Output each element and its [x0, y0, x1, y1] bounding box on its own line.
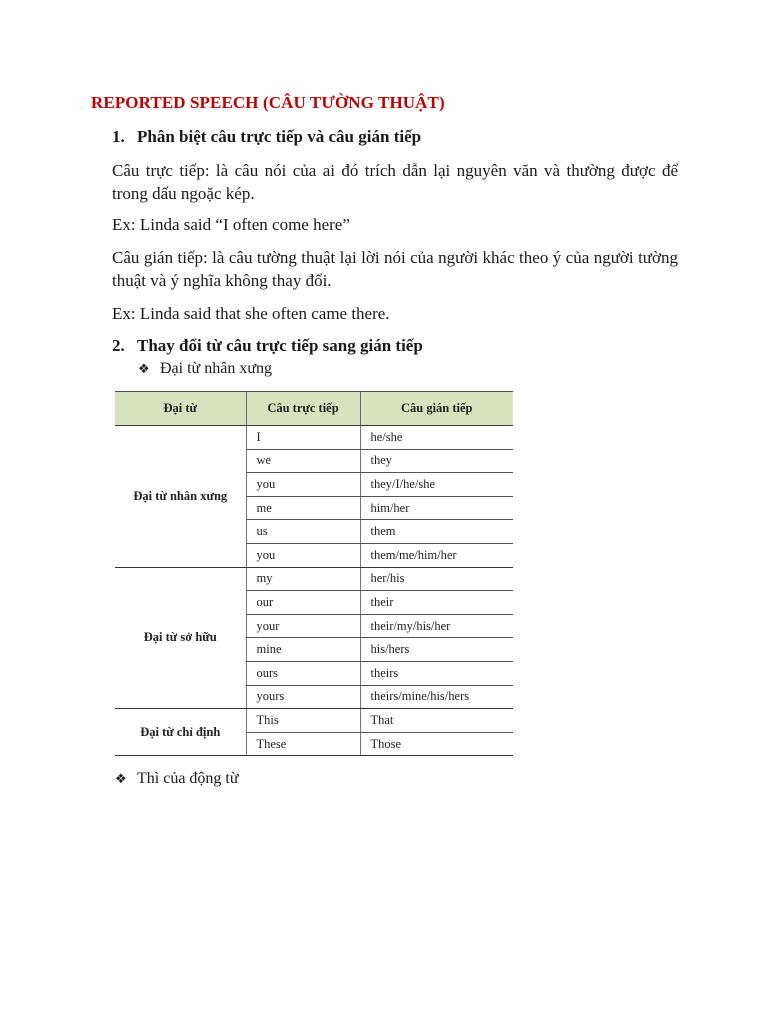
indirect-speech-definition: Câu gián tiếp: là câu tường thuật lại lời nói của người khác theo ý của người tường thuật và ý nghĩa không thay đổi. — [112, 248, 678, 290]
header-indirect: Câu gián tiếp — [360, 392, 513, 426]
group-label: Đại từ chỉ định — [115, 709, 246, 756]
indirect-cell: That — [360, 709, 513, 733]
direct-cell: you — [246, 473, 360, 497]
direct-cell: our — [246, 591, 360, 615]
group-label: Đại từ nhân xưng — [115, 426, 246, 568]
indirect-speech-example: Ex: Linda said that she often came there. — [112, 304, 390, 323]
indirect-cell: their — [360, 591, 513, 615]
indirect-cell: her/his — [360, 567, 513, 591]
bullet-verb-tenses — [115, 770, 239, 788]
group-label: Đại từ sở hữu — [115, 567, 246, 709]
indirect-cell: him/her — [360, 496, 513, 520]
direct-cell: we — [246, 449, 360, 473]
indirect-cell: they — [360, 449, 513, 473]
section-2-heading-text: Thay đổi từ câu trực tiếp sang gián tiếp — [137, 336, 423, 355]
pronoun-table — [115, 391, 513, 756]
indirect-cell: theirs — [360, 661, 513, 685]
direct-cell: my — [246, 567, 360, 591]
direct-cell: I — [246, 426, 360, 450]
indirect-cell: them — [360, 520, 513, 544]
indirect-cell: them/me/him/her — [360, 543, 513, 567]
indirect-cell: Those — [360, 732, 513, 756]
direct-cell: These — [246, 732, 360, 756]
direct-cell: us — [246, 520, 360, 544]
bullet-verb-tenses-text: Thì của động từ — [137, 770, 239, 787]
table-header-row — [115, 392, 513, 426]
direct-speech-example: Ex: Linda said “I often come here” — [112, 215, 350, 234]
document-title: REPORTED SPEECH (CÂU TƯỜNG THUẬT) — [91, 93, 445, 112]
direct-cell: ours — [246, 661, 360, 685]
diamond-bullet-icon: ❖ — [115, 772, 127, 787]
direct-cell: yours — [246, 685, 360, 709]
direct-cell: me — [246, 496, 360, 520]
indirect-cell: theirs/mine/his/hers — [360, 685, 513, 709]
table-row — [115, 567, 513, 591]
indirect-cell: their/my/his/her — [360, 614, 513, 638]
section-1-heading-text: Phân biệt câu trực tiếp và câu gián tiếp — [137, 127, 422, 146]
indirect-cell: his/hers — [360, 638, 513, 662]
section-1-heading — [112, 127, 421, 147]
header-pronoun: Đại từ — [115, 392, 246, 426]
direct-speech-definition: Câu trực tiếp: là câu nói của ai đó trích dẫn lại nguyên văn và thường được để trong dấu ngoặc kép. — [112, 161, 678, 203]
table-row — [115, 709, 513, 733]
header-direct: Câu trực tiếp — [246, 392, 360, 426]
section-2-heading — [112, 336, 423, 356]
direct-cell: This — [246, 709, 360, 733]
diamond-bullet-icon: ❖ — [138, 362, 150, 377]
section-1-number: 1. — [112, 127, 125, 146]
direct-cell: your — [246, 614, 360, 638]
indirect-cell: he/she — [360, 426, 513, 450]
direct-cell: mine — [246, 638, 360, 662]
bullet-pronouns — [138, 360, 272, 378]
bullet-pronouns-text: Đại từ nhân xưng — [160, 360, 272, 377]
section-2-number: 2. — [112, 336, 125, 355]
table-row — [115, 426, 513, 450]
direct-cell: you — [246, 543, 360, 567]
indirect-cell: they/I/he/she — [360, 473, 513, 497]
